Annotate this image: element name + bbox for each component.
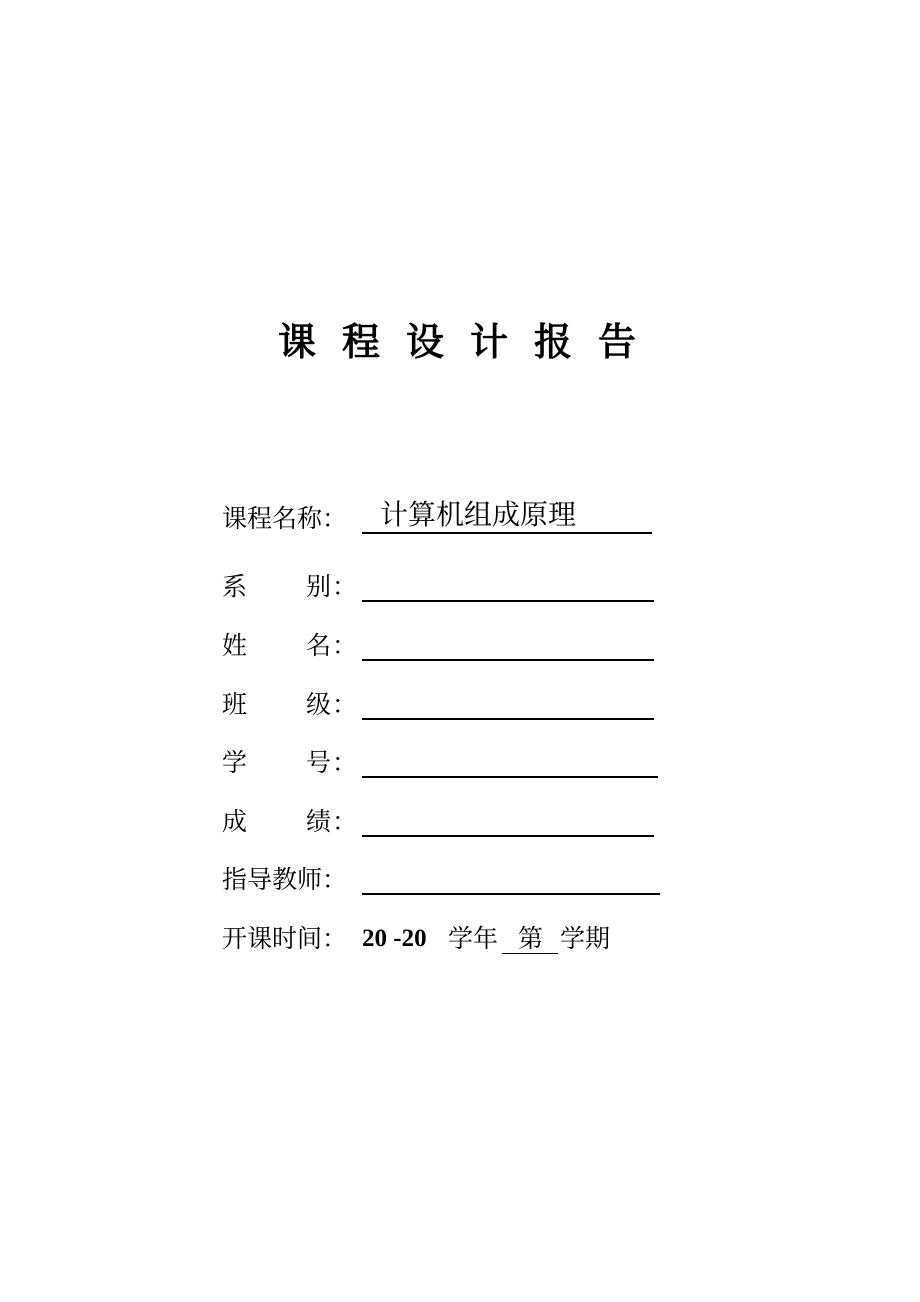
course-name-label: 课程名称： [222,504,348,533]
name-field[interactable] [362,659,654,661]
course-name-row [222,498,662,536]
grade-field[interactable] [362,835,654,837]
report-title: 课程设计报告 [277,320,662,364]
student-id-field[interactable] [362,776,658,778]
year-suffix: 学年 [448,924,499,953]
department-row: 系 别 ： [222,570,662,604]
course-name-underline [362,532,652,534]
advisor-label: 指导教师： [222,865,348,894]
term-underline [502,953,558,954]
student-id-row: 学 号 ： [222,746,662,780]
class-field[interactable] [362,718,654,720]
course-name-value[interactable]: 计算机组成原理 [380,498,577,531]
term-suffix: 学期 [560,924,611,953]
advisor-field[interactable] [362,893,660,895]
term-prefix: 第 [518,924,544,953]
department-field[interactable] [362,600,654,602]
advisor-row [222,863,662,897]
course-time-label: 开课时间： [222,924,348,953]
year-range: 20 -20 [362,925,427,952]
class-row: 班 级 ： [222,688,662,722]
course-time-row [222,922,662,956]
name-row: 姓 名 ： [222,629,662,663]
grade-row: 成 绩 ： [222,805,662,839]
